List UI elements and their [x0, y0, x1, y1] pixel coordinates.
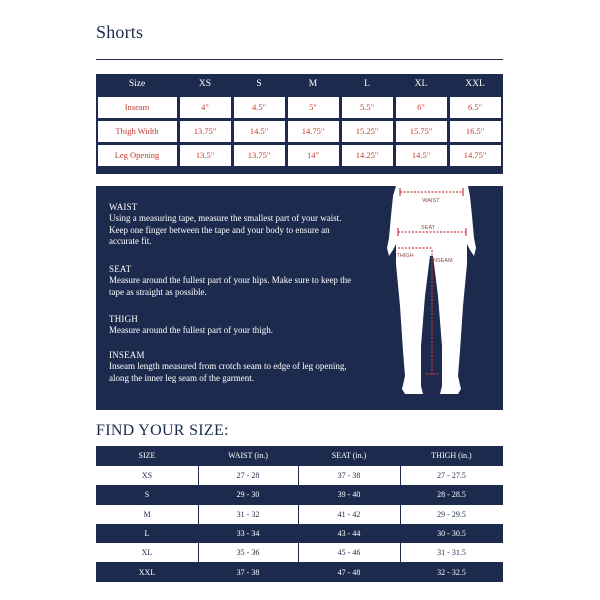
measurement-value: 15.75" [396, 121, 447, 142]
figure-label-seat: SEAT [421, 225, 435, 231]
find-header-cell: SIZE [138, 451, 156, 460]
measurement-label: Thigh Width [98, 121, 177, 142]
size-header-xl: XL [414, 79, 428, 89]
find-header-cell: THIGH (in.) [431, 451, 472, 460]
range-cell: 45 - 46 [337, 548, 361, 558]
measurement-value: 5.5" [342, 97, 393, 118]
range-cell: 37 - 38 [236, 567, 260, 577]
size-header-label: Size [128, 79, 146, 89]
size-header-s: S [256, 79, 262, 89]
page-title: Shorts [96, 22, 144, 42]
size-header-l: L [364, 79, 370, 89]
table-row [96, 524, 503, 543]
size-cell: M [143, 509, 151, 519]
measurement-value: 13.5" [180, 145, 231, 166]
measurement-value: 13.75" [234, 145, 285, 166]
title-divider [96, 59, 503, 60]
measurement-value: 14.75" [450, 145, 501, 166]
size-header-m: M [308, 79, 318, 89]
size-header-xxl: XXL [465, 79, 485, 89]
range-cell: 47 - 48 [337, 567, 361, 577]
how-to-measure-panel [96, 186, 503, 410]
range-cell: 30 - 30.5 [437, 528, 466, 538]
measurement-value: 13.75" [180, 121, 231, 142]
measurement-value: 14.25" [342, 145, 393, 166]
waist-instructions: Using a measuring tape, measure the smallest part of your waist. Keep one finger between the tape and your body to ensure an accurate fit. [109, 213, 342, 246]
table-row [96, 466, 503, 485]
measurement-value: 14.5" [234, 121, 285, 142]
size-cell: XS [141, 471, 153, 480]
inseam-heading: INSEAM [109, 350, 145, 360]
find-header-cell: WAIST (in.) [228, 451, 268, 460]
measurement-value: 14" [288, 145, 339, 166]
waist-heading: WAIST [109, 202, 138, 212]
body-figure-illustration [360, 186, 503, 410]
measurement-value: 5" [288, 97, 339, 118]
range-cell: 29 - 30 [236, 490, 260, 500]
range-cell: 27 - 27.5 [437, 471, 466, 480]
thigh-instructions: Measure around the fullest part of your thigh. [109, 325, 273, 335]
range-cell: 31 - 31.5 [437, 548, 466, 558]
table-row [96, 485, 503, 504]
thigh-heading: THIGH [109, 314, 138, 324]
table-row [96, 563, 503, 582]
column-divider [400, 446, 401, 582]
size-chart-table [96, 74, 503, 174]
range-cell: 37 - 38 [337, 471, 361, 480]
size-cell: XXL [138, 567, 156, 577]
range-cell: 33 - 34 [236, 528, 260, 538]
find-your-size-heading: FIND YOUR SIZE: [96, 422, 229, 439]
range-cell: 32 - 32.5 [437, 567, 466, 577]
measurement-value: 4" [180, 97, 231, 118]
size-cell: S [144, 490, 150, 500]
find-your-size-table [96, 446, 503, 582]
size-cell: XL [141, 548, 153, 558]
figure-label-waist: WAIST [422, 198, 440, 204]
column-divider [298, 446, 299, 582]
range-cell: 28 - 28.5 [437, 490, 466, 500]
range-cell: 35 - 36 [236, 548, 260, 558]
measurement-value: 14.5" [396, 145, 447, 166]
seat-heading: SEAT [109, 264, 132, 274]
column-divider [198, 446, 199, 582]
measurement-value: 6.5" [450, 97, 501, 118]
measurement-label: Leg Opening [98, 145, 177, 166]
range-cell: 29 - 29.5 [437, 509, 466, 519]
table-row [96, 505, 503, 524]
find-table-header [96, 446, 503, 466]
find-header-cell: SEAT (in.) [331, 451, 367, 460]
range-cell: 39 - 40 [337, 490, 361, 500]
measurement-value: 4.5" [234, 97, 285, 118]
measurement-value: 15.25" [342, 121, 393, 142]
seat-instructions: Measure around the fullest part of your hips. Make sure to keep the tape as straight as possible. [109, 275, 352, 297]
figure-label-inseam: INSEAM [431, 258, 453, 264]
figure-label-thigh: THIGH [396, 253, 414, 259]
measurement-value: 6" [396, 97, 447, 118]
measurement-value: 16.5" [450, 121, 501, 142]
range-cell: 41 - 42 [337, 509, 361, 519]
size-cell: L [144, 528, 150, 538]
table-row [96, 543, 503, 562]
range-cell: 31 - 32 [236, 509, 260, 519]
range-cell: 43 - 44 [337, 528, 361, 538]
range-cell: 27 - 28 [236, 471, 260, 480]
measurement-value: 14.75" [288, 121, 339, 142]
measurement-label: Inseam [98, 97, 177, 118]
size-header-xs: XS [198, 79, 212, 89]
inseam-instructions: Inseam length measured from crotch seam to edge of leg opening, along the inner leg seam of the garment. [109, 361, 347, 383]
